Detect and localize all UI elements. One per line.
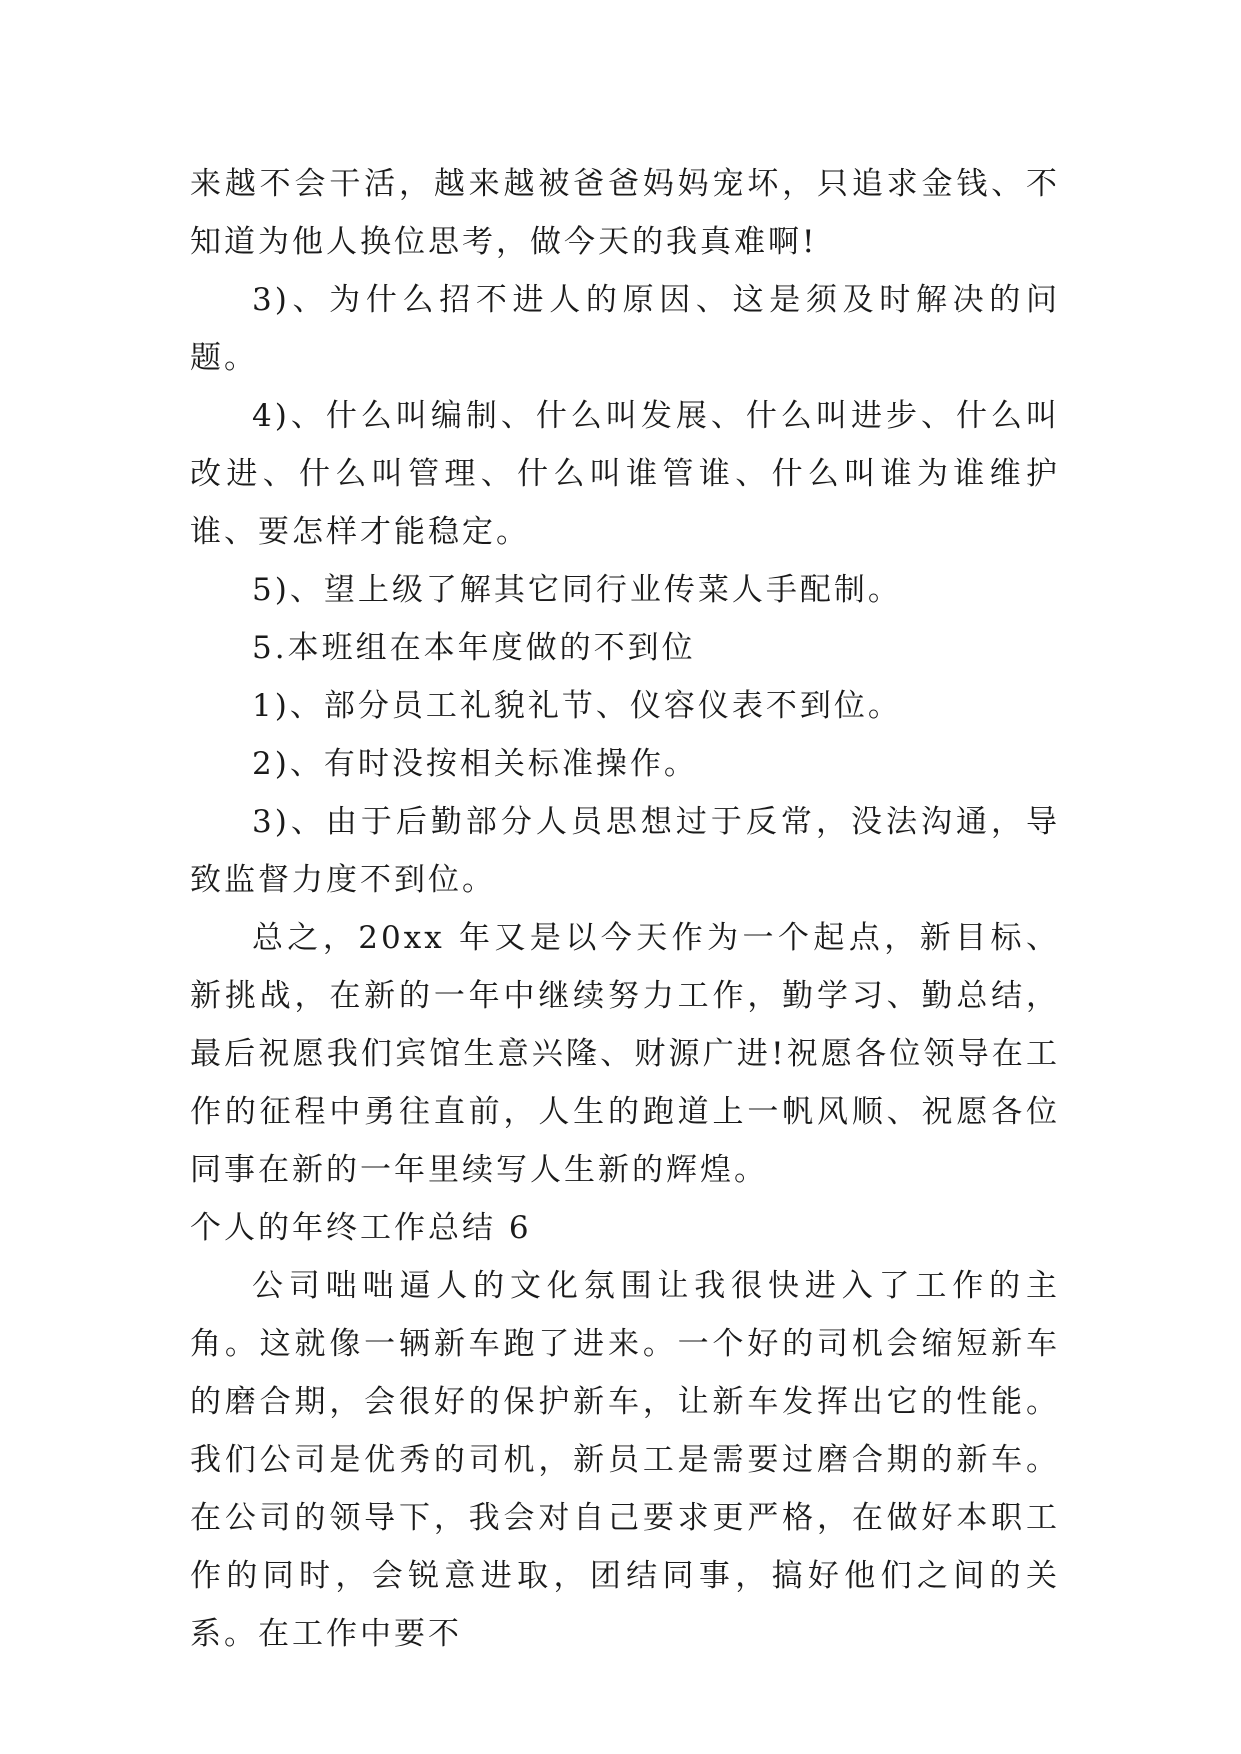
paragraph-item-4: 4)、什么叫编制、什么叫发展、什么叫进步、什么叫改进、什么叫管理、什么叫谁管谁、什么叫谁为谁维护谁、要怎样才能稳定。 [190, 398, 1060, 550]
paragraph-conclusion: 总之，20xx 年又是以今天作为一个起点，新目标、新挑战，在新的一年中继续努力工作，勤学习、勤总结，最后祝愿我们宾馆生意兴隆、财源广进!祝愿各位领导在工作的征程中勇往直前，人生的跑道上一帆风顺、祝愿各位同事在新的一年里续写人生新的辉煌。 [190, 920, 1060, 1188]
section-title: 个人的年终工作总结 6 [190, 1210, 532, 1246]
paragraph-item-5: 5)、望上级了解其它同行业传菜人手配制。 [252, 572, 902, 608]
document-body [190, 155, 1060, 1663]
paragraph-body: 公司咄咄逼人的文化氛围让我很快进入了工作的主角。这就像一辆新车跑了进来。一个好的司机会缩短新车的磨合期，会很好的保护新车，让新车发挥出它的性能。我们公司是优秀的司机，新员工是需要过磨合期的新车。在公司的领导下，我会对自己要求更严格，在做好本职工作的同时，会锐意进取，团结同事，搞好他们之间的关系。在工作中要不 [190, 1268, 1060, 1652]
paragraph-item-2: 2)、有时没按相关标准操作。 [252, 746, 698, 782]
paragraph-item-3: 3)、为什么招不进人的原因、这是须及时解决的问题。 [190, 282, 1060, 376]
paragraph-item-3b: 3)、由于后勤部分人员思想过于反常，没法沟通，导致监督力度不到位。 [190, 804, 1060, 898]
section-heading-5: 5.本班组在本年度做的不到位 [252, 630, 696, 666]
paragraph-item-1: 1)、部分员工礼貌礼节、仪容仪表不到位。 [252, 688, 902, 724]
paragraph-continued: 来越不会干活，越来越被爸爸妈妈宠坏，只追求金钱、不知道为他人换位思考，做今天的我真难啊! [190, 166, 1060, 260]
